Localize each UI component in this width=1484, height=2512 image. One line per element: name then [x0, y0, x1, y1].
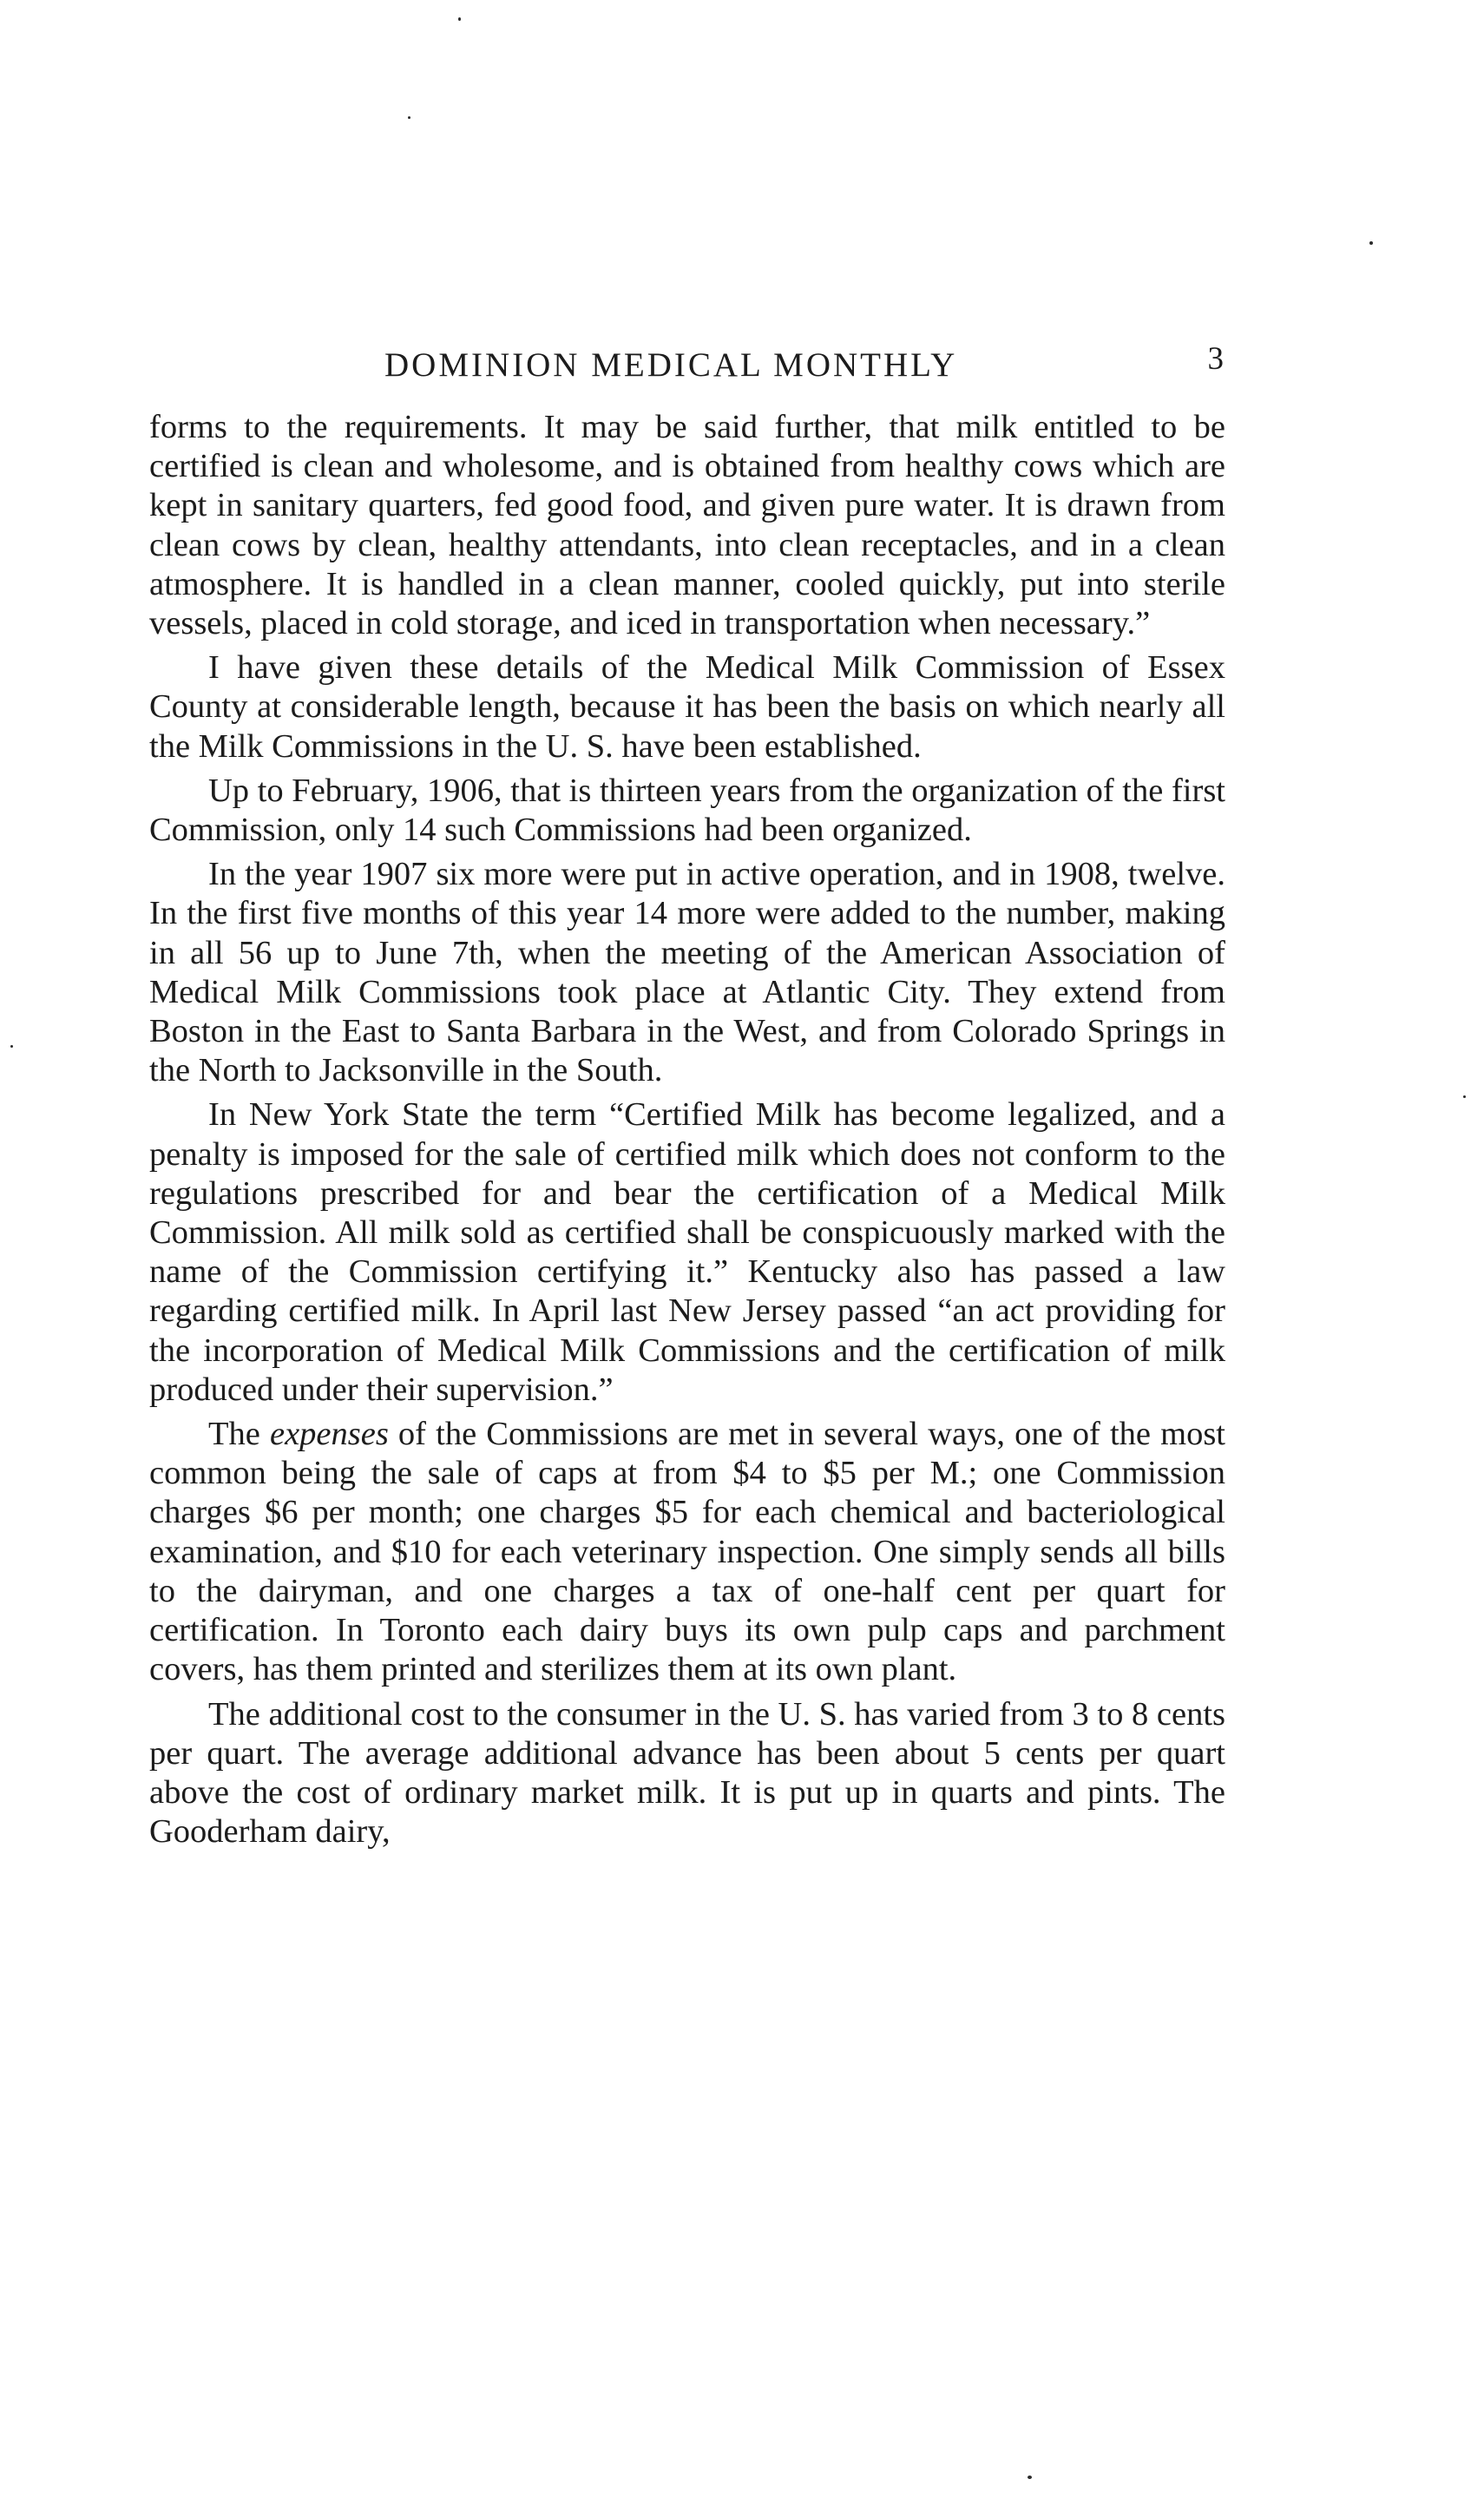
- expenses-rest-text: of the Commissions are met in several ways, one of the most common being the sale of caps at from $4 to $5 per M.; one Commission charges $6 per month; one charges $5 for each chemical and bacteriological examination, and $10 for each veterinary inspection. One simply sends all bills to the dairyman, and one charges a tax of one-half cent per quart for certification. In Toronto each dairy buys its own pulp caps and parchment covers, has them printed and sterilizes them at its own plant.: [149, 1416, 1226, 1688]
- paragraph-commission-count-1906: Up to February, 1906, that is thirteen years from the organization of the first Commission, only 14 such Commissions had been organized.: [149, 772, 1225, 849]
- scan-speck: [10, 1045, 13, 1048]
- paragraph-expenses: [149, 1415, 1225, 1689]
- expenses-emphasis: expenses: [269, 1416, 389, 1453]
- expenses-lead-text: The: [208, 1416, 270, 1453]
- scan-speck: [408, 116, 410, 119]
- running-head: [154, 340, 1224, 392]
- journal-title: DOMINION MEDICAL MONTHLY: [384, 346, 958, 384]
- paragraph-continuation: forms to the requirements. It may be said further, that milk entitled to be certified is clean and wholesome, and is obtained from healthy cows which are kept in sanitary quarters, fed good food, and given pure water. It is drawn from clean cows by clean, healthy attendants, into clean receptacles, and in a clean atmosphere. It is handled in a clean manner, cooled quickly, put into sterile vessels, placed in cold storage, and iced in transportation when necessary.”: [149, 409, 1225, 642]
- paragraph-additional-cost: The additional cost to the consumer in the U. S. has varied from 3 to 8 cents per quart. The average additional advance has been about 5 cents per quart above the cost of ordinary market milk. It is put up in quarts and pints. The Gooderham dairy,: [149, 1695, 1225, 1851]
- scan-speck: [1463, 1095, 1466, 1098]
- paragraph-commission-growth: In the year 1907 six more were put in active operation, and in 1908, twelve. In the first five months of this year 14 more were added to the number, making in all 56 up to June 7th, when the meeting of the American Association of Medical Milk Commissions took place at Atlantic City. They extend from Boston in the East to Santa Barbara in the West, and from Colorado Springs in the North to Jacksonville in the South.: [149, 856, 1225, 1089]
- paragraph-essex-commission: I have given these details of the Medical Milk Commission of Essex County at considerable length, because it has been the basis on which nearly all the Milk Commissions in the U. S. have been established.: [149, 649, 1225, 765]
- body-text: [149, 408, 1225, 1857]
- page-number: 3: [1207, 341, 1224, 377]
- scan-speck: [458, 17, 461, 21]
- scan-speck: [1028, 2476, 1032, 2479]
- paragraph-certified-milk-law: In New York State the term “Certified Milk has become legalized, and a penalty is imposed for the sale of certified milk which does not conform to the regulations prescribed for and bear the certification of a Medical Milk Commission. All milk sold as certified shall be conspicuously marked with the name of the Commission certifying it.” Kentucky also has passed a law regarding certified milk. In April last New Jersey passed “an act providing for the incorporation of Medical Milk Commissions and the certification of milk produced under their supervision.”: [149, 1096, 1225, 1408]
- scan-speck: [1369, 241, 1373, 245]
